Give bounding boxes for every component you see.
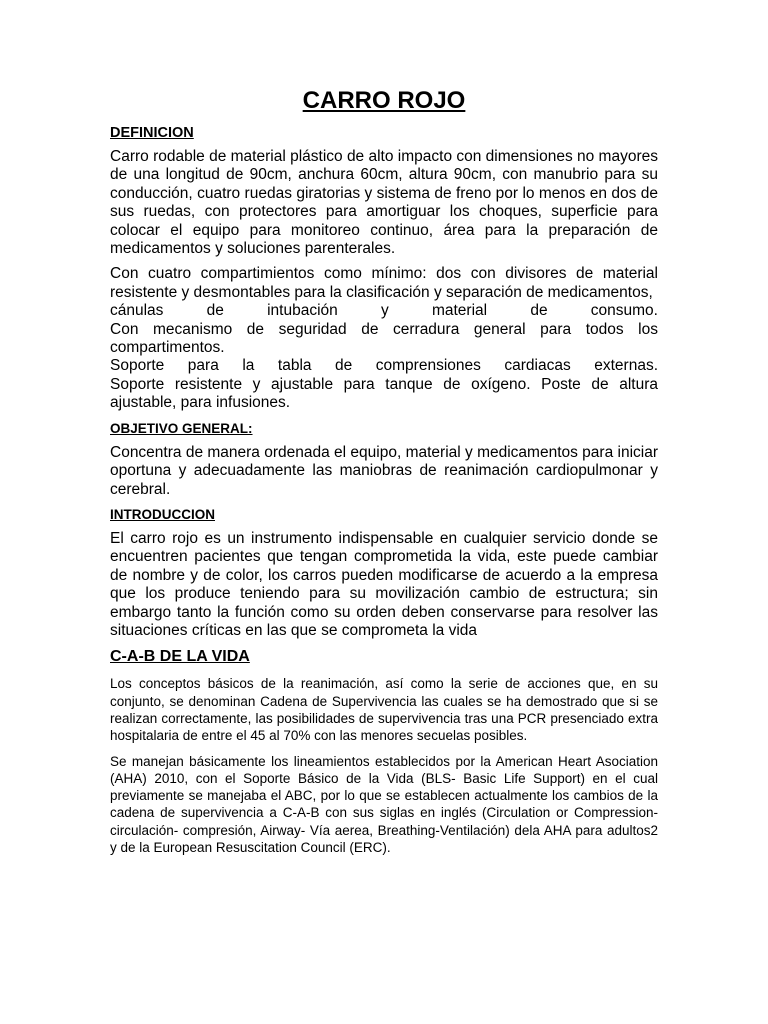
definicion-line-1: Con cuatro compartimientos como mínimo: dos con divisores de material resistente y desmontables para la clasificación y separación de medicamentos, bbox=[110, 265, 658, 301]
document-title: CARRO ROJO bbox=[302, 87, 466, 114]
definicion-line-3: Con mecanismo de seguridad de cerradura general para todos los compartimentos. bbox=[110, 320, 658, 357]
section-heading-objetivo: OBJETIVO GENERAL: bbox=[110, 420, 253, 436]
cab-paragraph-2: Se manejan básicamente los lineamientos establecidos por la American Heart Asociation (AHA) 2010, con el Soporte Básico de la Vida (BLS- Basic Life Support) en el cual previamente se manejaba el ABC, por lo que se establecen actualmente los cambios de la cadena de supervivencia a C-A-B con sus siglas en inglés (Circulation or Compression- circulación- compresión, Airway- Vía aerea, Breathing-Ventilación) dela AHA para adultos2 y de la European Resuscitation Council (ERC). bbox=[110, 753, 658, 856]
cab-paragraph-1: Los conceptos básicos de la reanimación, así como la serie de acciones que, en su conjunto, se denominan Cadena de Supervivencia las cuales se ha demostrado que si se realizan correctamente, las posibilidades de supervivencia tras una PCR presenciado extra hospitalaria de entre el 45 al 70% con las menores secuelas posibles. bbox=[110, 676, 658, 744]
section-heading-introduccion: INTRODUCCION bbox=[110, 506, 215, 522]
definicion-paragraph-1: Carro rodable de material plástico de alto impacto con dimensiones no mayores de una longitud de 90cm, anchura 60cm, altura 90cm, con manubrio para su conducción, cuatro ruedas giratorias y sistema de freno por lo menos en dos de sus ruedas, con protectores para amortiguar los choques, superficie para colocar el equipo para monitoreo continuo, área para la preparación de medicamentos y soluciones parenterales. bbox=[110, 148, 658, 258]
definicion-line-2: cánulas de intubación y material de consumo. bbox=[110, 302, 658, 320]
objetivo-paragraph: Concentra de manera ordenada el equipo, material y medicamentos para iniciar oportuna y adecuadamente las maniobras de reanimación cardiopulmonar y cerebral. bbox=[110, 443, 658, 498]
definicion-line-4: Soporte para la tabla de comprensiones cardiacas externas. bbox=[110, 357, 658, 375]
document-page bbox=[110, 86, 658, 864]
section-heading-cab: C-A-B DE LA VIDA bbox=[110, 648, 250, 666]
introduccion-paragraph: El carro rojo es un instrumento indispensable en cualquier servicio donde se encuentren pacientes que tengan comprometida la vida, este puede cambiar de nombre y de color, los carros pueden modificarse de acuerdo a la empresa que los produce teniendo para su movilización cambio de estructura; sin embargo tanto la función como su orden deben conservarse para resolver las situaciones críticas en las que se comprometa la vida bbox=[110, 529, 658, 639]
definicion-paragraph-2 bbox=[110, 265, 658, 412]
section-heading-definicion: DEFINICION bbox=[110, 125, 194, 141]
definicion-line-5: Soporte resistente y ajustable para tanque de oxígeno. Poste de altura ajustable, para infusiones. bbox=[110, 375, 658, 412]
